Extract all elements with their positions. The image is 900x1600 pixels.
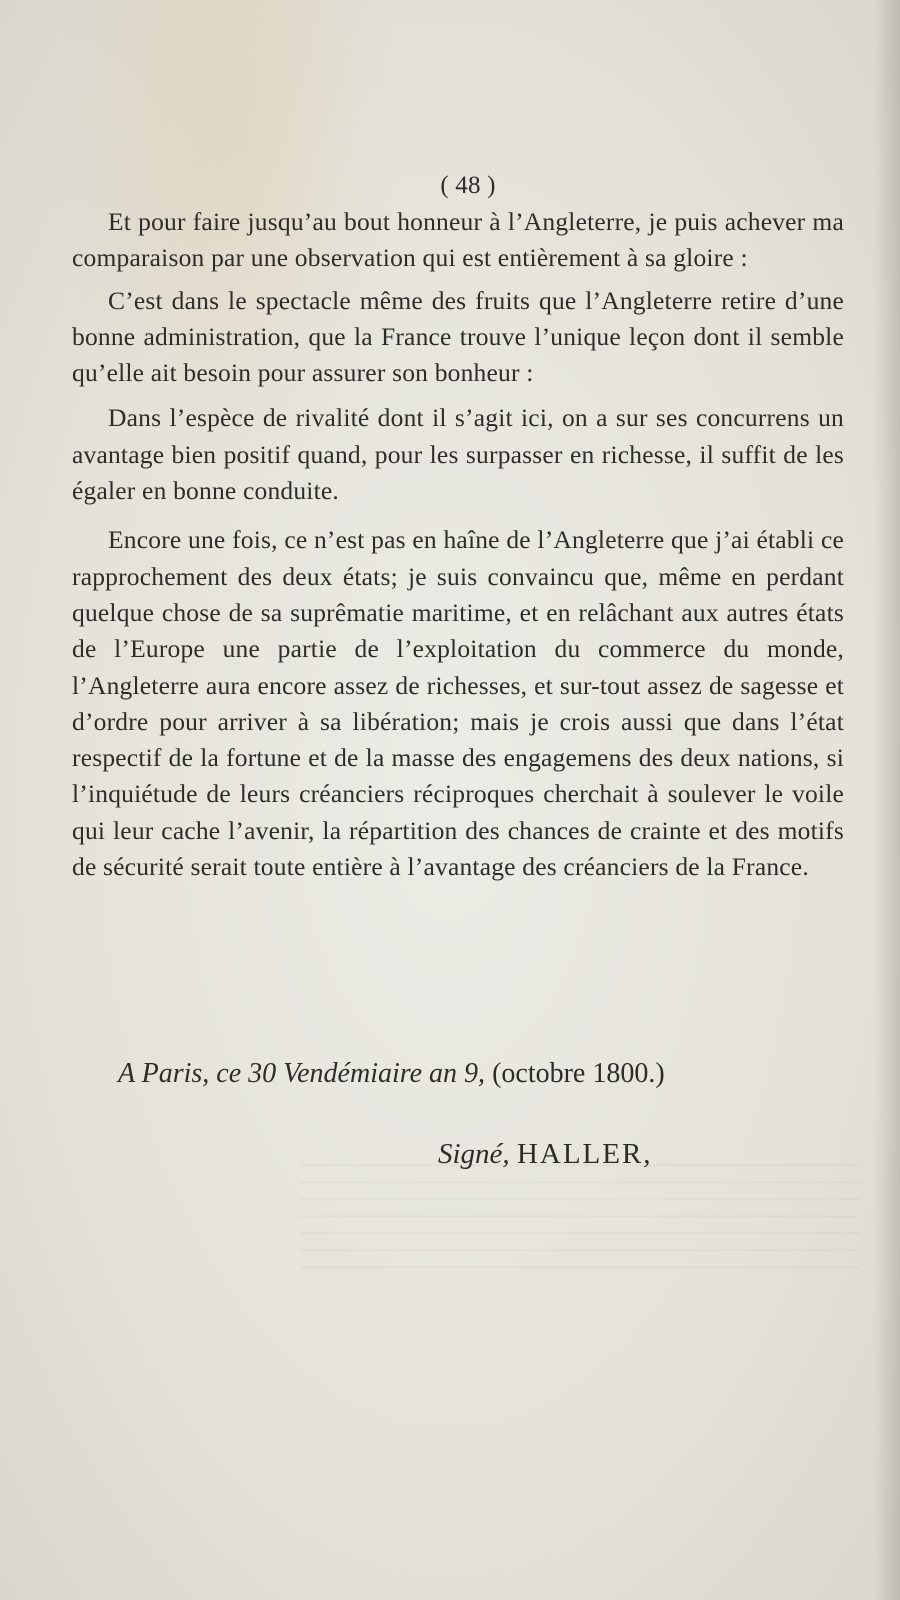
signature-name: HALLER, — [516, 1138, 653, 1170]
signature — [438, 1134, 653, 1174]
page-number: ( 48 ) — [440, 172, 496, 199]
dateline — [118, 1054, 858, 1094]
dateline-place-date: A Paris, ce 30 Vendémiaire an 9, — [118, 1058, 486, 1089]
paragraph-2: C’est dans le spectacle même des fruits que l’Angleterre retire d’une bonne administration, que la France trouve l’unique leçon dont il semble qu’elle ait besoin pour assurer son bonheur : — [72, 285, 844, 388]
page-edge-shadow — [874, 0, 900, 1600]
paragraph-4: Encore une fois, ce n’est pas en haîne de l’Angleterre que j’ai établi ce rapprochement des deux états; je suis convaincu que, même en perdant quelque chose de sa suprêmatie maritime, et en relâchant aux autres états de l’Europe une partie de l’exploitation du commerce du monde, l’Angleterre aura encore assez de richesses, et sur-tout assez de sagesse et d’ordre pour arriver à sa libération; mais je crois aussi que dans l’état respectif de la fortune et de la masse des engagemens des deux nations, si l’inquiétude de leurs créanciers réciproques cherchait à soulever le voile qui leur cache l’avenir, la répartition des chances de crainte et des motifs de sécurité serait toute entière à l’avantage des créanciers de la France. — [72, 525, 844, 882]
dateline-gregorian: (octobre 1800.) — [492, 1058, 665, 1089]
body-text — [72, 168, 844, 885]
signature-signed: Signé, — [438, 1138, 510, 1170]
paragraph-3: Dans l’espèce de rivalité dont il s’agit ici, on a sur ses concurrens un avantage bien positif quand, pour les surpasser en richesse, il suffit de les égaler en bonne conduite. — [72, 403, 844, 506]
paragraph-1: Et pour faire jusqu’au bout honneur à l’Angleterre, je puis achever ma comparaison par une observation qui est entièrement à sa gloire : — [72, 207, 844, 273]
